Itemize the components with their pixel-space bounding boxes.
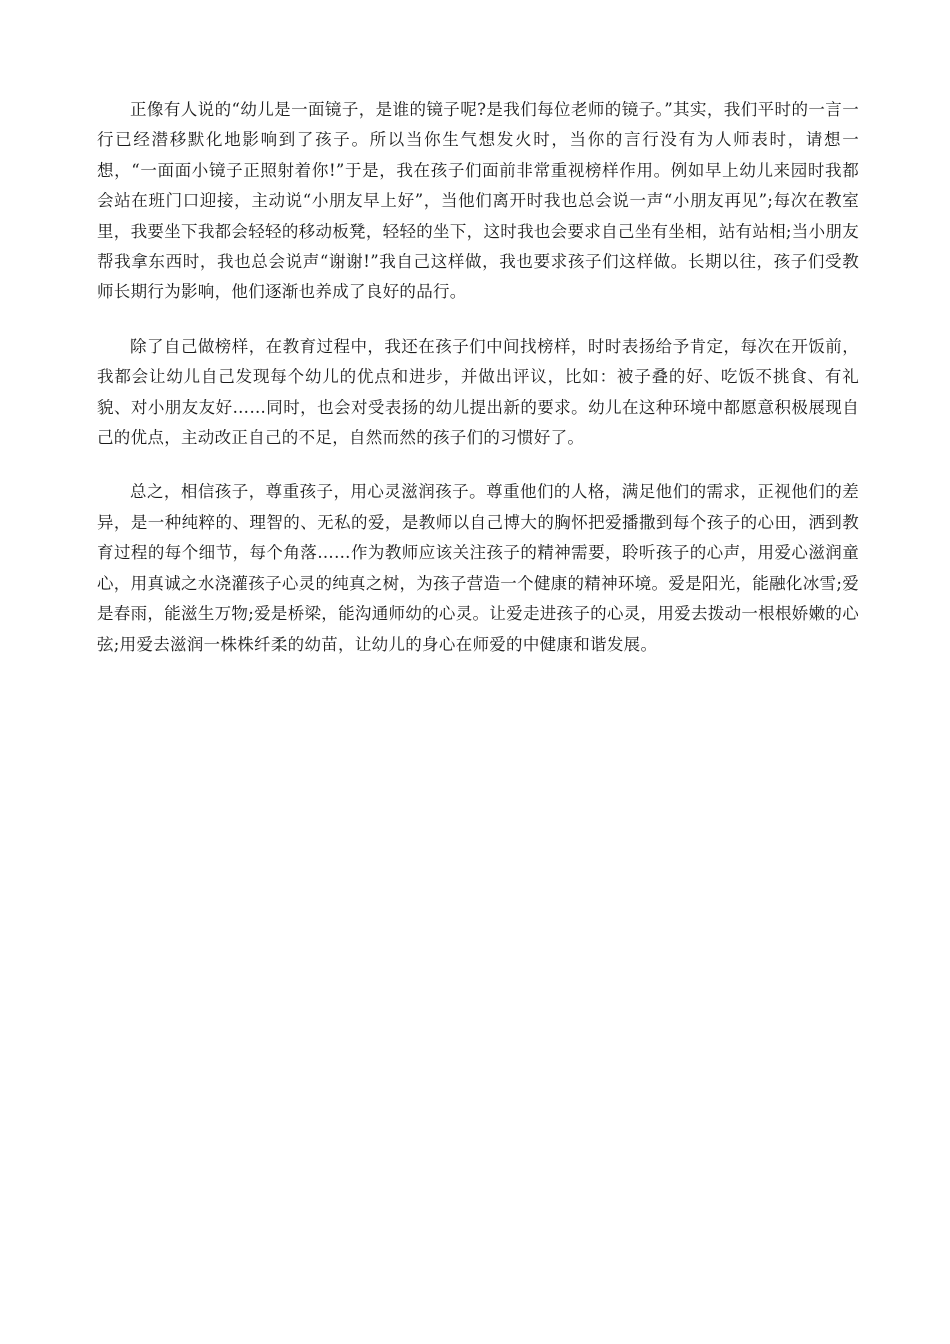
paragraph-2: 除了自己做榜样，在教育过程中，我还在孩子们中间找榜样，时时表扬给予肯定，每次在开饭前，我都会让幼儿自己发现每个幼儿的优点和进步，并做出评议，比如：被子叠的好、吃饭不挑食、有礼貌、对小朋友友好……同时，也会对受表扬的幼儿提出新的要求。幼儿在这种环境中都愿意积极展现自己的优点，主动改正自己的不足，自然而然的孩子们的习惯好了。 — [97, 336, 859, 448]
paragraph-1: 正像有人说的“幼儿是一面镜子，是谁的镜子呢?是我们每位老师的镜子。”其实，我们平时的一言一行已经潜移默化地影响到了孩子。所以当你生气想发火时，当你的言行没有为人师表时，请想一想，“一面面小镜子正照射着你!”于是，我在孩子们面前非常重视榜样作用。例如早上幼儿来园时我都会站在班门口迎接，主动说“小朋友早上好”，当他们离开时我也总会说一声“小朋友再见”;每次在教室里，我要坐下我都会轻轻的移动板凳，轻轻的坐下，这时我也会要求自己坐有坐相，站有站相;当小朋友帮我拿东西时，我也总会说声“谢谢!”我自己这样做，我也要求孩子们这样做。长期以往，孩子们受教师长期行为影响，他们逐渐也养成了良好的品行。 — [97, 100, 859, 302]
paragraph-3: 总之，相信孩子，尊重孩子，用心灵滋润孩子。尊重他们的人格，满足他们的需求，正视他们的差异，是一种纯粹的、理智的、无私的爱，是教师以自己博大的胸怀把爱播撒到每个孩子的心田，洒到教育过程的每个细节，每个角落……作为教师应该关注孩子的精神需要，聆听孩子的心声，用爱心滋润童心，用真诚之水浇灌孩子心灵的纯真之树，为孩子营造一个健康的精神环境。爱是阳光，能融化冰雪;爱是春雨，能滋生万物;爱是桥梁，能沟通师幼的心灵。让爱走进孩子的心灵，用爱去拨动一根根娇嫩的心弦;用爱去滋润一株株纤柔的幼苗，让幼儿的身心在师爱的中健康和谐发展。 — [97, 482, 859, 654]
document-body — [97, 95, 859, 684]
